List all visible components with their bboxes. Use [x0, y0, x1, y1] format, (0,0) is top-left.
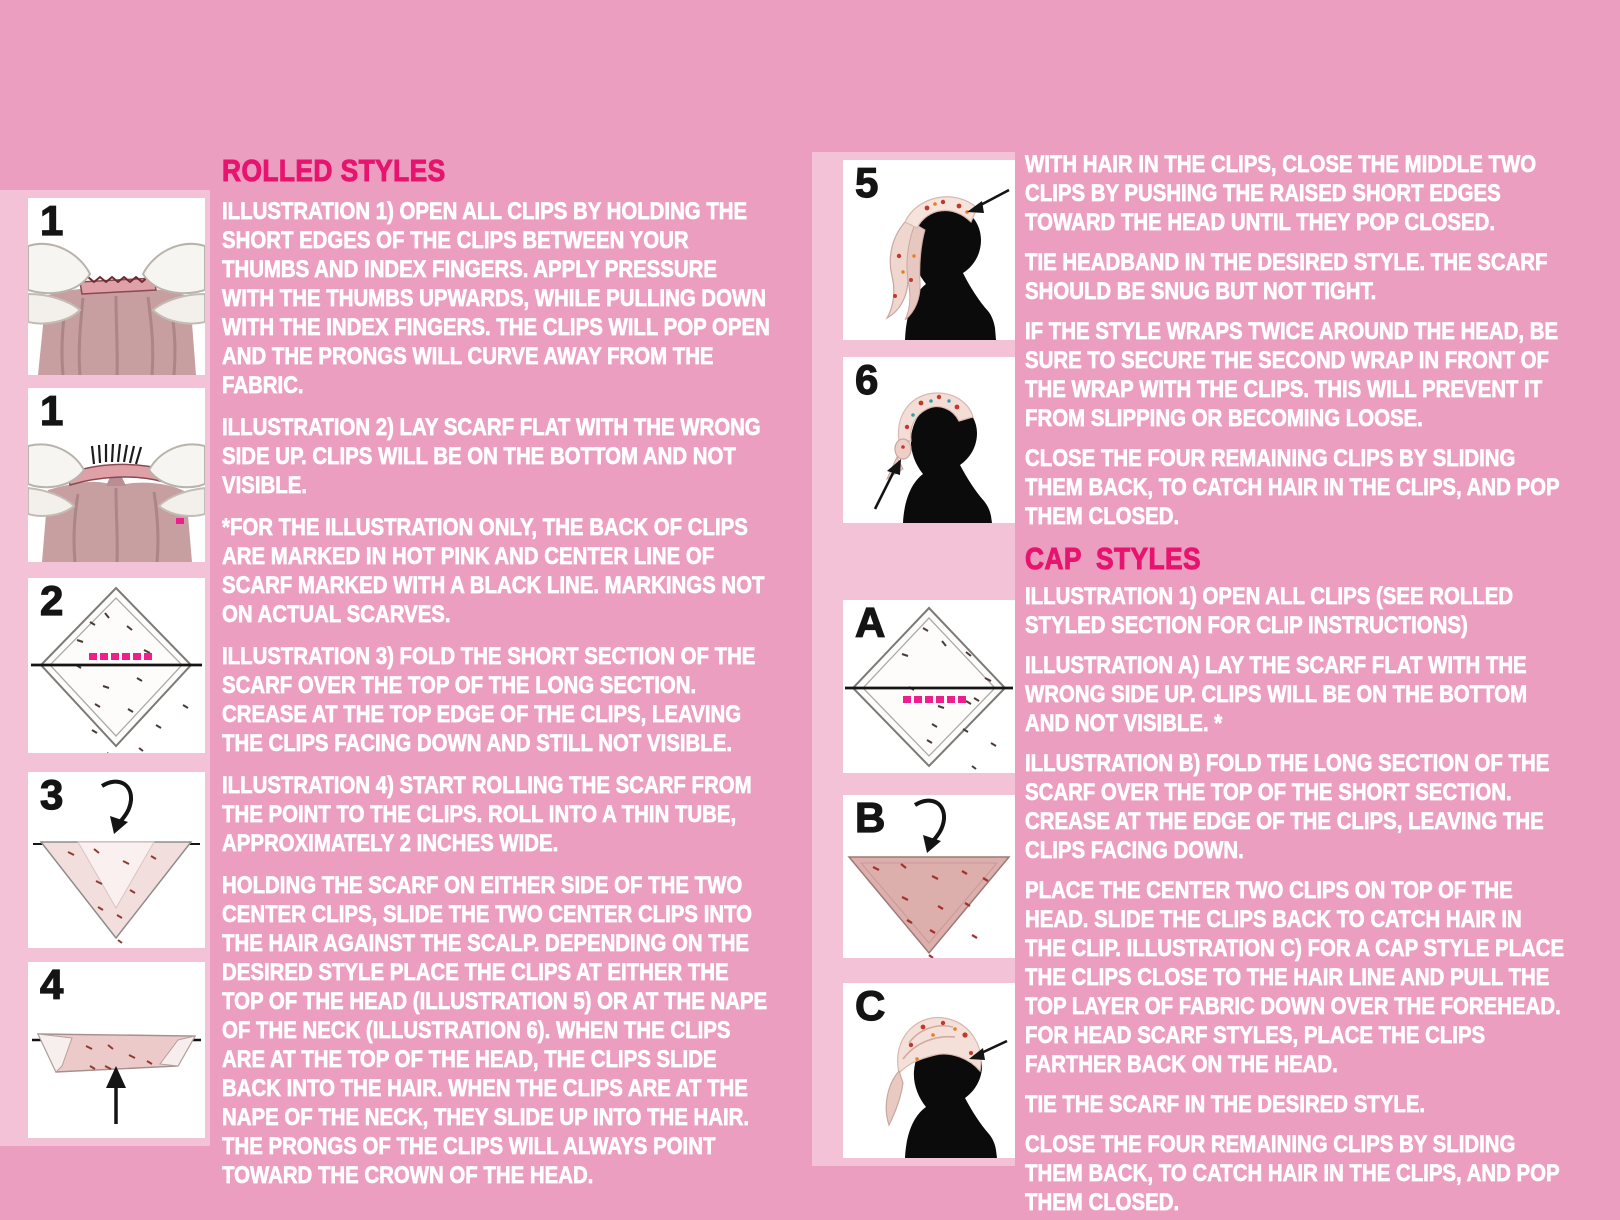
rolled-paragraph: ILLUSTRATION 1) OPEN ALL CLIPS BY HOLDING THE SHORT EDGES OF THE CLIPS BETWEEN YOUR THUMBS AND INDEX FINGERS. APPLY PRESSURE WITH THE THUMBS UPWARDS, WHILE PULLING DOWN WITH THE INDEX FINGERS. THE CLIPS WILL POP OPEN AND THE PRONGS WILL CURVE AWAY FROM THE FABRIC. — [222, 197, 770, 399]
rolled-paragraph: HOLDING THE SCARF ON EITHER SIDE OF THE TWO CENTER CLIPS, SLIDE THE TWO CENTER CLIPS INTO THE HAIR AGAINST THE SCALP. DEPENDING ON THE DESIRED STYLE PLACE THE CLIPS AT EITHER THE TOP OF THE HEAD (ILLUSTRATION 5) OR AT THE NAPE OF THE NECK (ILLUSTRATION 6). WHEN THE CLIPS ARE AT THE TOP OF THE HEAD, THE CLIPS SLIDE BACK INTO THE HAIR. WHEN THE CLIPS ARE AT THE NAPE OF THE NECK, THEY SLIDE UP INTO THE HAIR. THE PRONGS OF THE CLIPS WILL ALWAYS POINT TOWARD THE CROWN OF THE HEAD. — [222, 871, 768, 1189]
figure-label: 4 — [40, 961, 64, 1008]
figure-label: C — [855, 982, 886, 1029]
figure-label: 6 — [855, 356, 879, 403]
cap-styles-title: CAP STYLES — [1025, 541, 1202, 576]
figure-label: 2 — [40, 577, 64, 624]
rolled-paragraph: ILLUSTRATION 3) FOLD THE SHORT SECTION OF THE SCARF OVER THE TOP OF THE LONG SECTION. CREASE AT THE TOP EDGE OF THE CLIPS, LEAVING THE CLIPS FACING DOWN AND STILL NOT VISIBLE. — [222, 642, 756, 757]
cap-paragraph: CLOSE THE FOUR REMAINING CLIPS BY SLIDING THEM BACK, TO CATCH HAIR IN THE CLIPS, AND POP THEM CLOSED. — [1025, 1130, 1560, 1216]
cap-paragraph: IF THE STYLE WRAPS TWICE AROUND THE HEAD, BE SURE TO SECURE THE SECOND WRAP IN FRONT OF THE WRAP WITH THE CLIPS. THIS WILL PREVENT IT FROM SLIPPING OR BECOMING LOOSE. — [1025, 318, 1559, 432]
figure-label: 3 — [40, 771, 64, 818]
figure-5-clips-top-of-head — [843, 160, 1015, 340]
figure-label: 1 — [40, 197, 64, 244]
cap-paragraph: ILLUSTRATION A) LAY THE SCARF FLAT WITH THE WRONG SIDE UP. CLIPS WILL BE ON THE BOTTOM AND NOT VISIBLE. * — [1025, 651, 1528, 737]
figure-4-scarf-rolled — [28, 962, 205, 1138]
cap-paragraph: TIE THE SCARF IN THE DESIRED STYLE. — [1025, 1090, 1426, 1118]
figure-label: 1 — [40, 387, 64, 434]
cap-paragraph: CLOSE THE FOUR REMAINING CLIPS BY SLIDING THEM BACK, TO CATCH HAIR IN THE CLIPS, AND POP THEM CLOSED. — [1025, 445, 1560, 530]
figure-a-scarf-flat — [843, 600, 1015, 773]
figure-1-open-clips-front — [28, 198, 205, 375]
cap-paragraph: PLACE THE CENTER TWO CLIPS ON TOP OF THE HEAD. SLIDE THE CLIPS BACK TO CATCH HAIR IN THE CLIP. ILLUSTRATION C) FOR A CAP STYLE PLACE THE CLIPS CLOSE TO THE HAIR LINE AND PULL THE TOP LAYER OF FABRIC DOWN OVER THE FOREHEAD. FOR HEAD SCARF STYLES, PLACE THE CLIPS FARTHER BACK ON THE HEAD. — [1025, 876, 1565, 1078]
figure-3-scarf-folded — [28, 772, 205, 948]
figure-1-open-clips-back — [28, 388, 205, 562]
figure-c-cap-style — [843, 983, 1015, 1158]
figure-label: A — [855, 599, 886, 646]
figure-2-scarf-flat — [28, 578, 205, 753]
cap-paragraph: WITH HAIR IN THE CLIPS, CLOSE THE MIDDLE TWO CLIPS BY PUSHING THE RAISED SHORT EDGES TOWARD THE HEAD UNTIL THEY POP CLOSED. — [1025, 151, 1537, 236]
cap-paragraph: TIE HEADBAND IN THE DESIRED STYLE. THE SCARF SHOULD BE SNUG BUT NOT TIGHT. — [1025, 249, 1548, 305]
rolled-paragraph: *FOR THE ILLUSTRATION ONLY, THE BACK OF CLIPS ARE MARKED IN HOT PINK AND CENTER LINE OF SCARF MARKED WITH A BLACK LINE. MARKINGS NOT ON ACTUAL SCARVES. — [222, 513, 765, 628]
figure-6-clips-nape-of-neck — [843, 357, 1015, 523]
figure-label: 5 — [855, 159, 879, 206]
figure-b-scarf-folded — [843, 795, 1015, 958]
cap-styles-text-column — [1025, 150, 1565, 1220]
rolled-paragraph: ILLUSTRATION 4) START ROLLING THE SCARF FROM THE POINT TO THE CLIPS. ROLL INTO A THIN TUBE, APPROXIMATELY 2 INCHES WIDE. — [222, 771, 752, 857]
rolled-paragraph: ILLUSTRATION 2) LAY SCARF FLAT WITH THE WRONG SIDE UP. CLIPS WILL BE ON THE BOTTOM AND NOT VISIBLE. — [222, 413, 761, 499]
rolled-styles-text-column — [222, 155, 775, 1203]
cap-paragraph: ILLUSTRATION 1) OPEN ALL CLIPS (SEE ROLLED STYLED SECTION FOR CLIP INSTRUCTIONS) — [1025, 582, 1514, 639]
cap-paragraph: ILLUSTRATION B) FOLD THE LONG SECTION OF THE SCARF OVER THE TOP OF THE SHORT SECTION. CREASE AT THE EDGE OF THE CLIPS, LEAVING THE CLIPS FACING DOWN. — [1025, 749, 1550, 864]
figure-label: B — [855, 794, 886, 841]
rolled-styles-title: ROLLED STYLES — [222, 153, 446, 188]
